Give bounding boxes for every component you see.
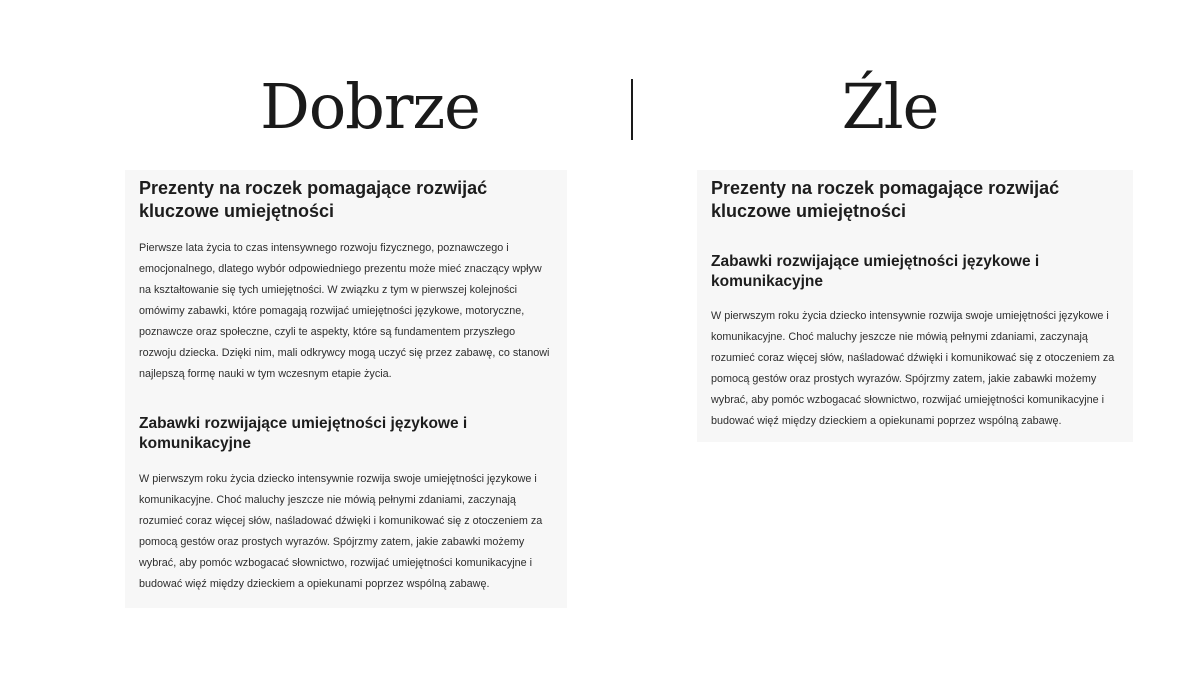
bad-example-body: W pierwszym roku życia dziecko intensywnie rozwija swoje umiejętności językowe i komunikacyjne. Choć maluchy jeszcze nie mówią pełnymi zdaniami, zaczynają rozumieć coraz więcej słów, naśladować dźwięki i komunikować się z otoczeniem za pomocą gestów oraz prostych wyrazów. Spójrzmy zatem, jakie zabawki możemy wybrać, aby pomóc wzbogacać słownictwo, rozwijać umiejętności komunikacyjne i budować więź między dzieckiem a opiekunami poprzez wspólną zabawę. [711, 310, 1115, 427]
bad-example-panel [697, 170, 1133, 442]
bad-example-subtitle: Zabawki rozwijające umiejętności językowe i komunikacyjne [711, 253, 1040, 290]
column-divider [631, 79, 633, 140]
bad-example-title: Prezenty na roczek pomagające rozwijać kluczowe umiejętności [711, 178, 1060, 221]
bad-example-heading: Źle [841, 70, 939, 143]
good-example-body: W pierwszym roku życia dziecko intensywnie rozwija swoje umiejętności językowe i komunikacyjne. Choć maluchy jeszcze nie mówią pełnymi zdaniami, zaczynają rozumieć coraz więcej słów, naśladować dźwięki i komunikować się z otoczeniem za pomocą gestów oraz prostych wyrazów. Spójrzmy zatem, jakie zabawki możemy wybrać, aby pomóc wzbogacać słownictwo, rozwijać umiejętności komunikacyjne i budować więź między dzieckiem a opiekunami poprzez wspólną zabawę. [139, 473, 543, 590]
good-example-intro: Pierwsze lata życia to czas intensywnego rozwoju fizycznego, poznawczego i emocjonalnego, dlatego wybór odpowiedniego prezentu może mieć znaczący wpływ na kształtowanie się tych umiejętności. W związku z tym w pierwszej kolejności omówimy zabawki, które pomagają rozwijać umiejętności językowe, motoryczne, poznawcze oraz społeczne, czyli te aspekty, które są fundamentem przyszłego rozwoju dziecka. Dzięki nim, mali odkrywcy mogą uczyć się przez zabawę, co stanowi najlepszą formę nauki w tym wczesnym etapie życia. [139, 242, 550, 380]
good-example-subtitle: Zabawki rozwijające umiejętności językowe i komunikacyjne [139, 415, 468, 452]
good-example-panel [125, 170, 567, 608]
good-example-heading: Dobrze [260, 70, 480, 143]
good-example-title: Prezenty na roczek pomagające rozwijać kluczowe umiejętności [139, 178, 488, 221]
